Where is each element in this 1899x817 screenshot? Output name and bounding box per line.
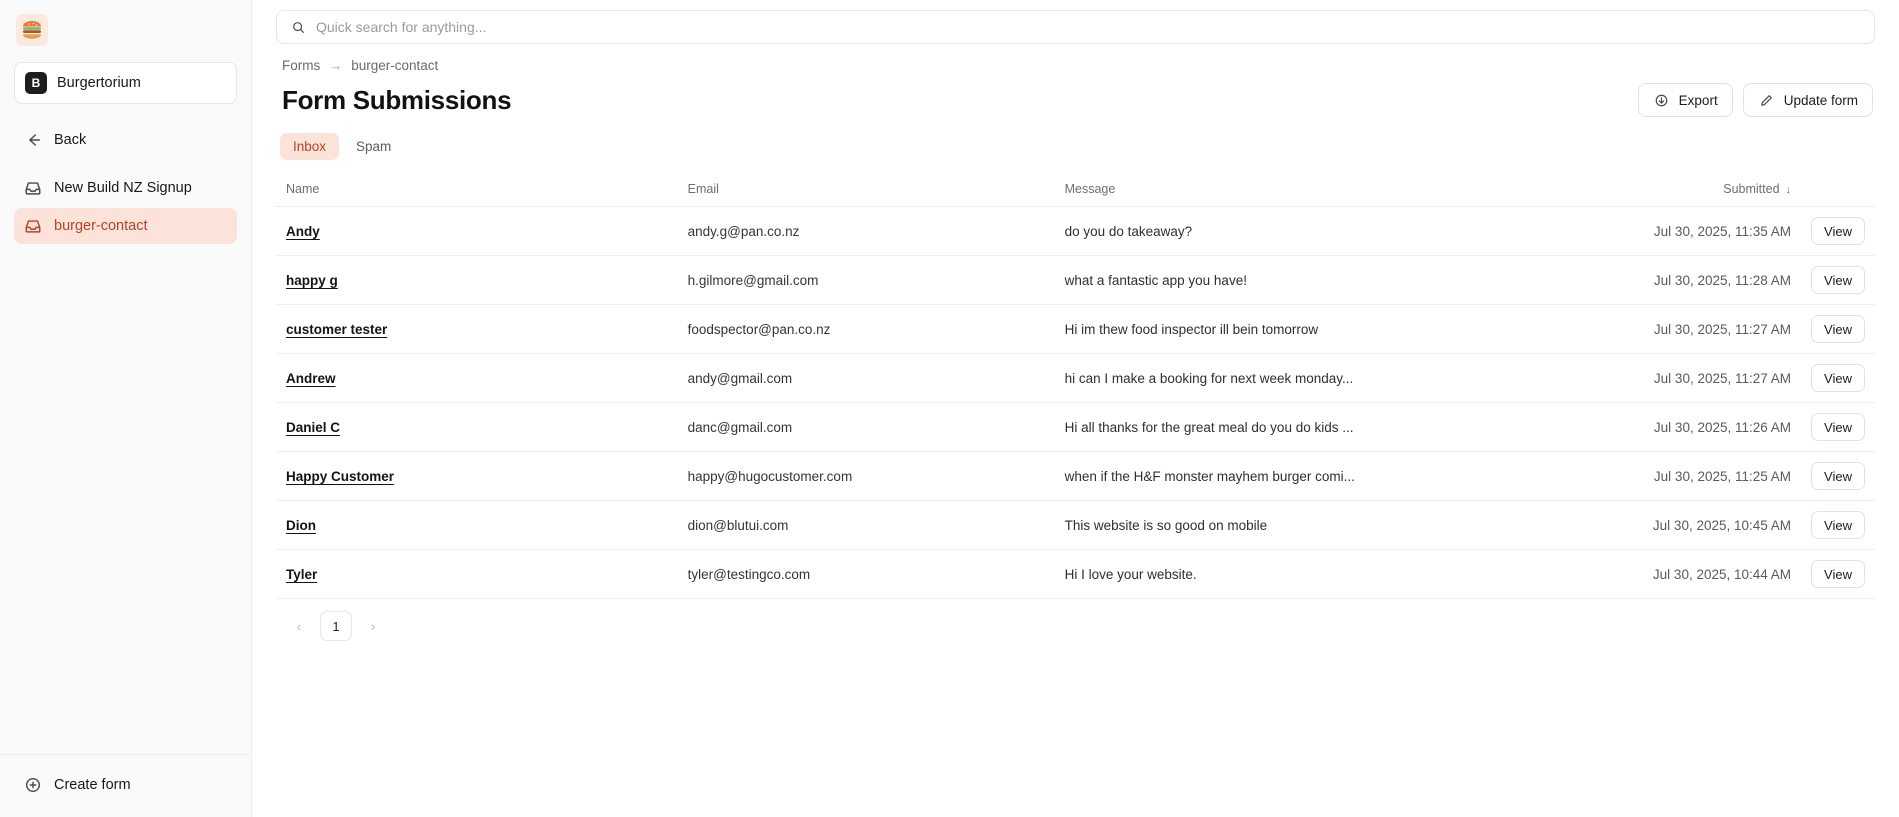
cell-email: happy@hugocustomer.com [687, 468, 853, 484]
sidebar [0, 0, 252, 817]
cell-action [1801, 452, 1875, 501]
inbox-icon [24, 217, 42, 235]
breadcrumb-separator-icon: → [329, 58, 343, 73]
cell-submitted: Jul 30, 2025, 11:27 AM [1653, 370, 1792, 386]
back-button[interactable] [14, 122, 237, 158]
sidebar-item-burger-contact[interactable] [14, 208, 237, 244]
cell-submitted: Jul 30, 2025, 10:44 AM [1652, 566, 1792, 582]
inbox-icon [24, 179, 42, 197]
workspace-initial: B [25, 72, 47, 94]
sidebar-item-new-build-nz-signup[interactable] [14, 170, 237, 206]
cell-name [276, 403, 678, 452]
cell-message: Hi im thew food inspector ill bein tomorrow [1064, 321, 1319, 337]
table-row[interactable] [276, 550, 1875, 599]
cell-email: foodspector@pan.co.nz [687, 321, 831, 337]
cell-action [1801, 550, 1875, 599]
sidebar-item-label: New Build NZ Signup [54, 180, 192, 196]
pagination-page-1[interactable]: 1 [320, 611, 352, 641]
cell-message: hi can I make a booking for next week monday... [1064, 370, 1354, 386]
pagination-prev-button[interactable]: ‹ [284, 611, 314, 641]
cell-name [276, 501, 678, 550]
cell-action [1801, 305, 1875, 354]
create-form-button[interactable] [14, 767, 237, 803]
cell-email: andy@gmail.com [687, 370, 793, 386]
cell-email: tyler@testingco.com [687, 566, 811, 582]
sidebar-item-label: burger-contact [54, 218, 148, 234]
cell-submitted: Jul 30, 2025, 10:45 AM [1652, 517, 1792, 533]
cell-email: danc@gmail.com [687, 419, 793, 435]
header-actions [1638, 83, 1873, 117]
page-header [252, 73, 1899, 117]
search-input[interactable] [316, 19, 1862, 35]
back-label: Back [54, 132, 87, 148]
search-icon [289, 18, 307, 36]
cell-message: when if the H&F monster mayhem burger comi... [1064, 468, 1355, 484]
column-header-message[interactable]: Message [1055, 174, 1643, 207]
table-row[interactable] [276, 256, 1875, 305]
burger-logo-icon[interactable] [16, 14, 48, 46]
plus-circle-icon [24, 776, 42, 794]
workspace-switcher[interactable] [14, 62, 237, 104]
table-header-row [276, 174, 1875, 207]
breadcrumb-current[interactable]: burger-contact [351, 58, 439, 73]
cell-submitted: Jul 30, 2025, 11:28 AM [1653, 272, 1792, 288]
submission-name-link[interactable]: Tyler [286, 566, 318, 582]
tab-bar [252, 117, 1899, 160]
cell-action [1801, 354, 1875, 403]
cell-submitted: Jul 30, 2025, 11:25 AM [1653, 468, 1792, 484]
main-content [252, 0, 1899, 817]
table-row[interactable] [276, 305, 1875, 354]
cell-name [276, 305, 678, 354]
sidebar-footer [0, 754, 251, 817]
table-body [276, 207, 1875, 599]
submissions-table [276, 174, 1875, 599]
column-header-submitted[interactable] [1643, 174, 1801, 207]
workspace-name: Burgertorium [57, 75, 141, 91]
download-circle-icon [1653, 91, 1671, 109]
submission-name-link[interactable]: Happy Customer [286, 468, 395, 484]
table-header [276, 174, 1875, 207]
view-button[interactable]: View [1811, 315, 1865, 343]
submission-name-link[interactable]: happy g [286, 272, 338, 288]
pencil-icon [1758, 91, 1776, 109]
cell-message: This website is so good on mobile [1064, 517, 1268, 533]
cell-name [276, 256, 678, 305]
cell-name [276, 550, 678, 599]
pagination [252, 599, 1899, 641]
cell-action [1801, 207, 1875, 256]
cell-submitted: Jul 30, 2025, 11:35 AM [1653, 223, 1792, 239]
table-row[interactable] [276, 207, 1875, 256]
top-bar [252, 0, 1899, 44]
view-button[interactable]: View [1811, 364, 1865, 392]
update-form-label: Update form [1783, 92, 1858, 108]
cell-message: Hi I love your website. [1064, 566, 1197, 582]
view-button[interactable]: View [1811, 413, 1865, 441]
submission-name-link[interactable]: Daniel C [286, 419, 341, 435]
sidebar-nav [0, 170, 251, 244]
cell-message: do you do takeaway? [1064, 223, 1193, 239]
update-form-button[interactable] [1743, 83, 1873, 117]
submission-name-link[interactable]: Andrew [286, 370, 336, 386]
tab-spam[interactable]: Spam [356, 139, 392, 154]
create-form-label: Create form [54, 777, 131, 793]
table-row[interactable] [276, 452, 1875, 501]
export-label: Export [1678, 92, 1718, 108]
table-row[interactable] [276, 501, 1875, 550]
cell-message: Hi all thanks for the great meal do you do kids ... [1064, 419, 1354, 435]
table-row[interactable] [276, 354, 1875, 403]
table-row[interactable] [276, 403, 1875, 452]
view-button[interactable]: View [1811, 462, 1865, 490]
cell-name [276, 354, 678, 403]
column-header-email[interactable]: Email [678, 174, 1055, 207]
logo-container [0, 0, 251, 56]
search-bar[interactable] [276, 10, 1875, 44]
tab-inbox[interactable]: Inbox [280, 133, 339, 160]
cell-action [1801, 256, 1875, 305]
view-button[interactable]: View [1811, 560, 1865, 588]
sort-descending-icon: ↓ [1785, 184, 1792, 196]
cell-action [1801, 501, 1875, 550]
view-button[interactable]: View [1811, 217, 1865, 245]
cell-message: what a fantastic app you have! [1064, 272, 1247, 288]
cell-name [276, 207, 678, 256]
cell-email: h.gilmore@gmail.com [687, 272, 819, 288]
column-header-submitted-label: Submitted [1723, 182, 1780, 196]
page-title: Form Submissions [282, 84, 512, 115]
export-button[interactable] [1638, 83, 1733, 117]
view-button[interactable]: View [1811, 266, 1865, 294]
cell-submitted: Jul 30, 2025, 11:27 AM [1653, 321, 1792, 337]
cell-email: andy.g@pan.co.nz [687, 223, 800, 239]
column-header-actions [1801, 174, 1875, 207]
column-header-name[interactable]: Name [276, 174, 678, 207]
breadcrumb [252, 44, 1899, 73]
breadcrumb-forms[interactable]: Forms [282, 58, 321, 73]
submission-name-link[interactable]: Dion [286, 517, 316, 533]
cell-action [1801, 403, 1875, 452]
view-button[interactable]: View [1811, 511, 1865, 539]
cell-submitted: Jul 30, 2025, 11:26 AM [1653, 419, 1792, 435]
submissions-table-wrapper [252, 160, 1899, 599]
arrow-left-icon [24, 131, 42, 149]
submission-name-link[interactable]: customer tester [286, 321, 388, 337]
cell-email: dion@blutui.com [687, 517, 789, 533]
submission-name-link[interactable]: Andy [286, 223, 320, 239]
pagination-next-button[interactable]: › [358, 611, 388, 641]
cell-name [276, 452, 678, 501]
